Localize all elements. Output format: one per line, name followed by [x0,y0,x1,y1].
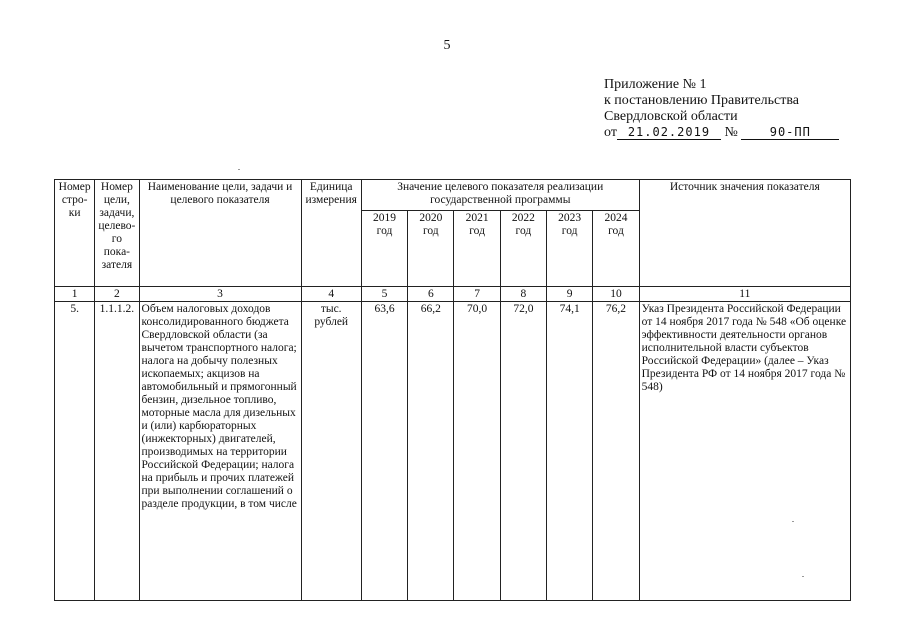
column-number: 2 [95,287,139,302]
annex-title: Приложение № 1 [604,77,707,92]
value-cell: 70,0 [454,302,500,601]
scan-speck [802,576,804,577]
scan-speck [238,169,240,170]
header-row [55,180,851,211]
source: Указ Президента Российской Федерации от 14 ноября 2017 года № 548 «Об оценке эффективности деятельности органов исполнительной власти субъектов Российской Федерации» (далее – Указ Президента РФ от 14 ноября 2017 года № 548) [639,302,850,601]
scan-speck [792,521,794,522]
annex-region-line: Свердловской области [604,109,738,124]
value-cell: 63,6 [361,302,407,601]
table-row [55,302,851,601]
header-source: Источник значения показателя [639,180,850,287]
column-number: 11 [639,287,850,302]
header-year: 2019 год [361,211,407,287]
header-row-number: Номер стро- ки [55,180,95,287]
page-number: 5 [443,38,451,53]
indicator-name: Объем налоговых доходов консолидированного бюджета Свердловской области (за вычетом транспортного налога; налога на добычу полезных ископаемых; акцизов на автомобильный и прямогонный бензин, дизельное топливо, моторные масла для дизельных и (или) карбюраторных (инжекторных) двигателей, производимых на территории Российской Федерации; налога на прибыль и прочих платежей при выполнении соглашений о разделе продукции, в том числе [139,302,301,601]
value-cell: 74,1 [547,302,593,601]
number-prefix: № [724,125,738,140]
goal-number: 1.1.1.2. [95,302,139,601]
header-year: 2020 год [408,211,454,287]
column-numbers-row [55,287,851,302]
column-number: 4 [301,287,361,302]
indicators-table [54,179,851,601]
column-number: 10 [593,287,639,302]
header-year: 2024 год [593,211,639,287]
header-unit: Единица измерения [301,180,361,287]
header-name: Наименование цели, задачи и целевого показателя [139,180,301,287]
column-number: 1 [55,287,95,302]
value-cell: 76,2 [593,302,639,601]
value-cell: 66,2 [408,302,454,601]
header-goal-number: Номер цели, задачи, целево- го пока- зателя [95,180,139,287]
column-number: 8 [500,287,546,302]
resolution-date: 21.02.2019 [617,125,721,140]
date-prefix: от [604,125,617,140]
header-year: 2021 год [454,211,500,287]
annex-date-line [604,125,864,141]
column-number: 9 [547,287,593,302]
column-number: 3 [139,287,301,302]
resolution-number: 90-ПП [741,125,839,140]
header-year: 2023 год [547,211,593,287]
row-number: 5. [55,302,95,601]
column-number: 7 [454,287,500,302]
annex-resolution-line: к постановлению Правительства [604,93,800,108]
header-year: 2022 год [500,211,546,287]
header-values-group: Значение целевого показателя реализации государственной программы [361,180,639,211]
column-number: 5 [361,287,407,302]
value-cell: 72,0 [500,302,546,601]
annex-header [604,77,864,141]
column-number: 6 [408,287,454,302]
unit: тыс. рублей [301,302,361,601]
